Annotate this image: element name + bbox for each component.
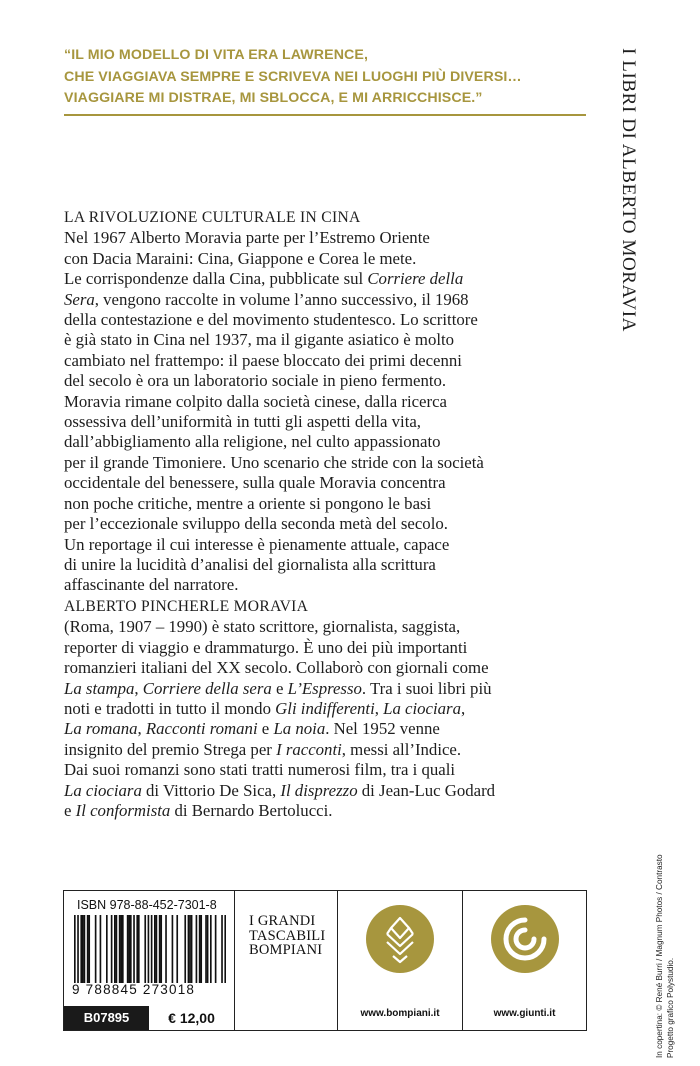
barcode-bar — [133, 915, 135, 983]
barcode-bar — [88, 915, 90, 983]
text-run: di Vittorio De Sica, — [141, 780, 281, 800]
barcode-bar — [172, 915, 174, 983]
barcode-bar — [200, 915, 202, 983]
text-run: insignito del premio Strega per — [64, 739, 277, 759]
text-run: per il grande Timoniere. Uno scenario che stride con la società — [64, 452, 484, 472]
text-run: , messi all’Indice. — [341, 739, 462, 759]
barcode-bar — [224, 915, 226, 983]
text-line — [64, 228, 594, 248]
italic-title: Il disprezzo — [280, 780, 358, 800]
barcode-bar — [74, 915, 76, 983]
author-biography — [64, 597, 594, 821]
text-line — [64, 310, 594, 330]
giunti-url[interactable]: www.giunti.it — [493, 1008, 556, 1019]
quote-line: VIAGGIARE MI DISTRAE, MI SBLOCCA, E MI ARRICCHISCE.” — [64, 90, 483, 106]
barcode-bar — [189, 915, 191, 983]
text-run: Dai suoi romanzi sono stati tratti numerosi film, tra i quali — [64, 760, 456, 780]
barcode-bar — [100, 915, 102, 983]
text-line — [64, 801, 594, 821]
bompiani-logo-icon — [365, 904, 435, 974]
text-line — [64, 535, 594, 555]
barcode-bar — [106, 915, 108, 983]
giunti-logo-icon — [490, 904, 560, 974]
text-run: reporter di viaggio e drammaturgo. È uno dei più importanti — [64, 637, 468, 657]
text-line — [64, 658, 594, 678]
text-line — [64, 514, 594, 534]
text-run: Le corrispondenze dalla Cina, pubblicate sul — [64, 269, 368, 289]
series-line: BOMPIANI — [249, 942, 323, 958]
barcode-bar — [154, 915, 156, 983]
book-description-heading: LA RIVOLUZIONE CULTURALE IN CINA — [64, 209, 361, 226]
barcode-bar — [207, 915, 209, 983]
barcode-bar — [114, 915, 116, 983]
text-line — [64, 679, 594, 699]
text-run: affascinante del narratore. — [64, 575, 239, 595]
text-run: , — [460, 699, 466, 719]
italic-title: Il conformista — [75, 801, 171, 821]
italic-title: Corriere della sera — [142, 678, 272, 698]
text-run: Moravia rimane colpito dalla società cinese, dalla ricerca — [64, 391, 447, 411]
text-run: e — [64, 801, 76, 821]
barcode-bar — [95, 915, 97, 983]
text-line — [64, 432, 594, 452]
text-line — [64, 719, 594, 739]
series-name-cell — [235, 891, 338, 1030]
barcode-bar — [119, 915, 121, 983]
barcode-bar — [87, 915, 89, 983]
series-spine-title: I LIBRI DI ALBERTO MORAVIA — [618, 48, 639, 332]
barcode-bar — [191, 915, 193, 983]
text-run: della contestazione e del movimento studentesco. Lo scrittore — [64, 310, 478, 330]
barcode-bar — [151, 915, 153, 983]
text-line — [64, 351, 594, 371]
italic-title: La ciociara — [383, 699, 461, 719]
italic-title: La romana — [64, 719, 138, 739]
giunti-cell — [463, 891, 586, 1030]
barcode-bar — [116, 915, 118, 983]
barcode-bar — [111, 915, 113, 983]
italic-title: Sera — [64, 289, 95, 309]
italic-title: La ciociara — [64, 780, 142, 800]
italic-title: La noia — [273, 719, 326, 739]
barcode-bar — [77, 915, 79, 983]
barcode-bar — [184, 915, 186, 983]
text-line — [64, 412, 594, 432]
barcode-bar — [160, 915, 162, 983]
barcode-bar — [80, 915, 82, 983]
barcode-bar — [165, 915, 167, 983]
series-line: I GRANDI — [249, 913, 316, 929]
text-line — [64, 494, 594, 514]
italic-title: La stampa — [64, 678, 135, 698]
bompiani-cell — [338, 891, 463, 1030]
barcode-bar — [205, 915, 207, 983]
barcode-bar — [122, 915, 124, 983]
barcode-bar — [215, 915, 217, 983]
barcode-icon — [74, 915, 226, 983]
ean-digits: 9 788845 273018 — [72, 982, 196, 997]
barcode-bar — [148, 915, 150, 983]
text-line — [64, 269, 594, 289]
barcode-bar — [138, 915, 140, 983]
text-run: ossessiva dell’uniformità in tutti gli aspetti della vita, — [64, 412, 422, 432]
text-run: di unire la lucidità d’analisi del giornalista alla scrittura — [64, 554, 436, 574]
text-line — [64, 575, 594, 595]
barcode-bar — [82, 915, 84, 983]
back-cover-info-box — [63, 890, 587, 1031]
italic-title: Corriere della — [367, 269, 464, 289]
text-run: noti e tradotti in tutto il mondo — [64, 699, 276, 719]
cover-credits — [654, 854, 676, 1058]
barcode-bar — [188, 915, 190, 983]
bompiani-url[interactable]: www.bompiani.it — [360, 1008, 440, 1019]
text-run: . Tra i suoi libri più — [361, 678, 492, 698]
book-description-body — [64, 228, 594, 595]
barcode-bar — [221, 915, 223, 983]
isbn-label: ISBN 978-88-452-7301-8 — [77, 898, 217, 912]
text-line — [64, 617, 594, 637]
photo-credit: In copertina: © René Burri / Magnum Photos / Contrasto — [655, 854, 664, 1058]
barcode-bar — [136, 915, 138, 983]
italic-title: Gli indifferenti — [275, 699, 375, 719]
text-run: occidentale del benessere, sulla quale Moravia concentra — [64, 473, 446, 493]
cover-quote — [64, 45, 584, 110]
text-line — [64, 249, 594, 269]
barcode-bar — [176, 915, 178, 983]
text-run: romanzieri italiani del XX secolo. Collaborò con giornali come — [64, 658, 489, 678]
barcode-bar — [84, 915, 86, 983]
text-run: di Bernardo Bertolucci. — [170, 801, 333, 821]
italic-title: L’Espresso — [287, 678, 362, 698]
italic-title: Racconti romani — [145, 719, 258, 739]
text-run: . Nel 1952 venne — [325, 719, 440, 739]
text-run: Un reportage il cui interesse è pienamente attuale, capace — [64, 534, 450, 554]
text-run: del secolo è ora un laboratorio sociale in pieno fermento. — [64, 371, 447, 391]
text-line — [64, 290, 594, 310]
text-run: e — [257, 719, 274, 739]
text-line — [64, 555, 594, 575]
barcode-bar — [156, 915, 158, 983]
text-run: dall’abbigliamento alla religione, nel culto appassionato — [64, 432, 441, 452]
text-line — [64, 760, 594, 780]
text-line — [64, 638, 594, 658]
italic-title: I racconti — [276, 739, 342, 759]
barcode-area — [64, 891, 235, 1006]
text-run: , — [137, 719, 146, 739]
text-run: , — [374, 699, 384, 719]
quote-line: CHE VIAGGIAVA SEMPRE E SCRIVEVA NEI LUOGHI PIÙ DIVERSI… — [64, 68, 522, 85]
barcode-bar — [120, 915, 122, 983]
text-run: , — [134, 678, 143, 698]
text-line — [64, 781, 594, 801]
text-run: cambiato nel frattempo: il paese bloccato dei primi decenni — [64, 350, 462, 370]
barcode-bar — [128, 915, 130, 983]
text-run: , vengono raccolte in volume l’anno successivo, il 1968 — [94, 289, 469, 309]
text-run: di Jean-Luc Godard — [357, 780, 496, 800]
text-run: e — [271, 678, 288, 698]
text-run: non poche critiche, mentre a oriente si pongono le basi — [64, 493, 432, 513]
text-line — [64, 371, 594, 391]
quote-line: “IL MIO MODELLO DI VITA ERA LAWRENCE, — [64, 47, 368, 63]
catalog-code: B07895 — [64, 1006, 149, 1030]
text-line — [64, 740, 594, 760]
barcode-bar — [130, 915, 132, 983]
text-run: con Dacia Maraini: Cina, Giappone e Corea le mete. — [64, 248, 417, 268]
series-name — [249, 914, 325, 958]
barcode-bar — [210, 915, 212, 983]
text-run: Nel 1967 Alberto Moravia parte per l’Estremo Oriente — [64, 228, 430, 248]
book-description — [64, 208, 594, 596]
barcode-bar — [159, 915, 161, 983]
barcode-bar — [199, 915, 201, 983]
barcode-bar — [144, 915, 146, 983]
author-biography-heading: ALBERTO PINCHERLE MORAVIA — [64, 598, 309, 615]
price: € 12,00 — [149, 1006, 235, 1030]
design-credit: Progetto grafico Polystudio. — [666, 957, 675, 1058]
author-biography-body — [64, 617, 594, 821]
text-run: è già stato in Cina nel 1937, ma il gigante asiatico è molto — [64, 330, 455, 350]
text-line — [64, 473, 594, 493]
text-run: per l’eccezionale sviluppo della seconda metà del secolo. — [64, 514, 448, 534]
series-line: TASCABILI — [249, 927, 326, 944]
barcode-bar — [127, 915, 129, 983]
text-line — [64, 699, 594, 719]
quote-underline — [64, 114, 586, 116]
text-line — [64, 453, 594, 473]
text-line — [64, 330, 594, 350]
text-line — [64, 392, 594, 412]
text-run: (Roma, 1907 – 1990) è stato scrittore, giornalista, saggista, — [64, 617, 461, 637]
barcode-bar — [196, 915, 198, 983]
